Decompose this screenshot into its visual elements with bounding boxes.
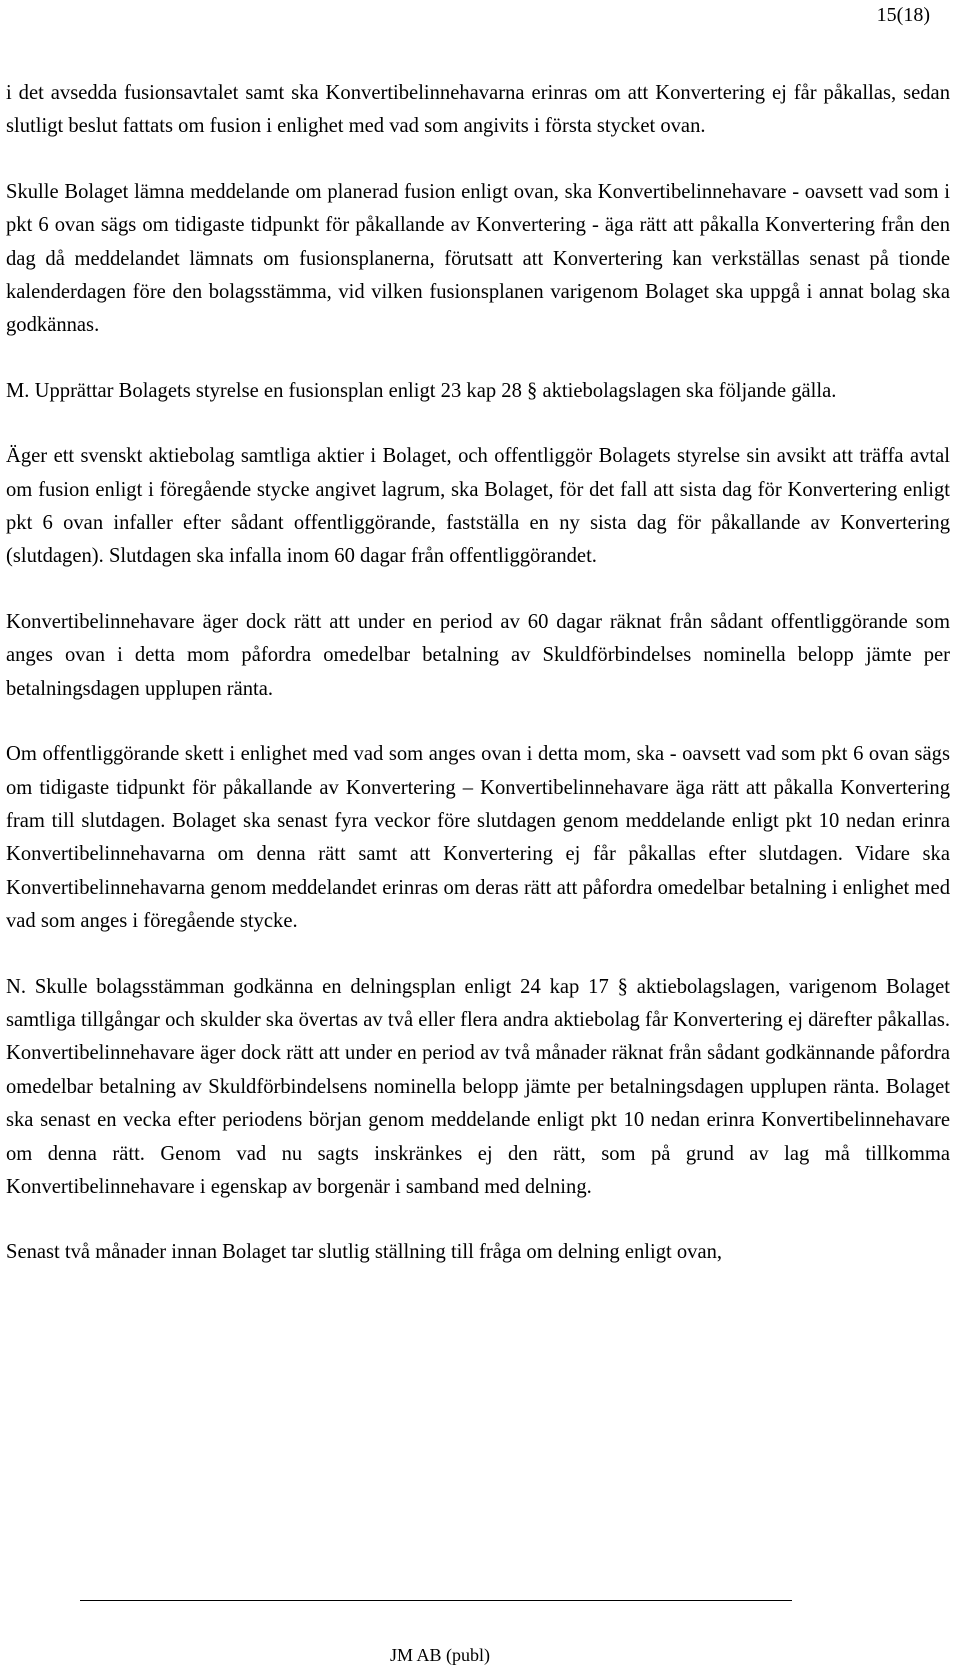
paragraph: M. Upprättar Bolagets styrelse en fusionsplan enligt 23 kap 28 § aktiebolagslagen ska följande gälla. (6, 379, 837, 402)
paragraph: Konvertibelinnehavare äger dock rätt att under en period av 60 dagar räknat från sådant offentliggörande som anges ovan i detta mom påfordra omedelbar betalning av Skuldförbindelses nominella belopp jämte per betalningsdagen upplupen ränta. (6, 610, 950, 700)
paragraph: Skulle Bolaget lämna meddelande om planerad fusion enligt ovan, ska Konvertibelinnehavare - oavsett vad som i pkt 6 ovan sägs om tidigaste tidpunkt för påkallande av Konvertering - äga rätt att påkalla Konvertering från den dag då meddelandet lämnats om fusionsplanerna, förutsatt att Konvertering kan verkställas senast på tionde kalenderdagen före den bolagsstämma, vid vilken fusionsplanen varigenom Bolaget ska uppgå i annat bolag ska godkännas. (6, 180, 950, 337)
page-number: 15(18) (876, 4, 930, 26)
paragraph: Äger ett svenskt aktiebolag samtliga aktier i Bolaget, och offentliggör Bolagets styrelse sin avsikt att träffa avtal om fusion enligt i föregående stycke angivet lagrum, ska Bolaget, för det fall att sista dag för Konvertering enligt pkt 6 ovan infaller efter sådant offentliggörande, fastställa en ny sista dag för påkallande av Konvertering (slutdagen). Slutdagen ska infalla inom 60 dagar från offentliggörandet. (6, 445, 950, 568)
footer-company-name: JM AB (publ) (389, 1645, 490, 1665)
paragraph: Senast två månader innan Bolaget tar slutlig ställning till fråga om delning enligt ovan, (6, 1241, 723, 1264)
document-body (6, 77, 950, 1270)
footer-divider (80, 1600, 792, 1601)
paragraph: N. Skulle bolagsstämman godkänna en delningsplan enligt 24 kap 17 § aktiebolagslagen, varigenom Bolaget samtliga tillgångar och skulder ska övertas av två eller flera andra aktiebolag får Konvertering ej därefter påkallas. Konvertibelinnehavare äger dock rätt att under en period av två månader räknat från sådant godkännande påfordra omedelbar betalning av Skuldförbindelsens nominella belopp jämte per betalningsdagen upplupen ränta. Bolaget ska senast en vecka efter periodens början genom meddelande enligt pkt 10 nedan erinra Konvertibelinnehavare om denna rätt. Genom vad nu sagts inskränkes ej den rätt, som på grund av lag må tillkomma Konvertibelinnehavare i egenskap av borgenär i samband med delning. (6, 975, 950, 1198)
paragraph: Om offentliggörande skett i enlighet med vad som anges ovan i detta mom, ska - oavsett vad som pkt 6 ovan sägs om tidigaste tidpunkt för påkallande av Konvertering – Konvertibelinnehavare äga rätt att påkalla Konvertering fram till slutdagen. Bolaget ska senast fyra veckor före slutdagen genom meddelande enligt pkt 10 nedan erinra Konvertibelinnehavarna om denna rätt samt att Konvertering ej får påkallas efter slutdagen. Vidare ska Konvertibelinnehavarna genom meddelandet erinras om deras rätt att påfordra omedelbar betalning i enlighet med vad som anges i föregående stycke. (6, 743, 950, 933)
paragraph: i det avsedda fusionsavtalet samt ska Konvertibelinnehavarna erinras om att Konvertering ej får påkallas, sedan slutligt beslut fattats om fusion i enlighet med vad som angivits i första stycket ovan. (6, 82, 950, 138)
